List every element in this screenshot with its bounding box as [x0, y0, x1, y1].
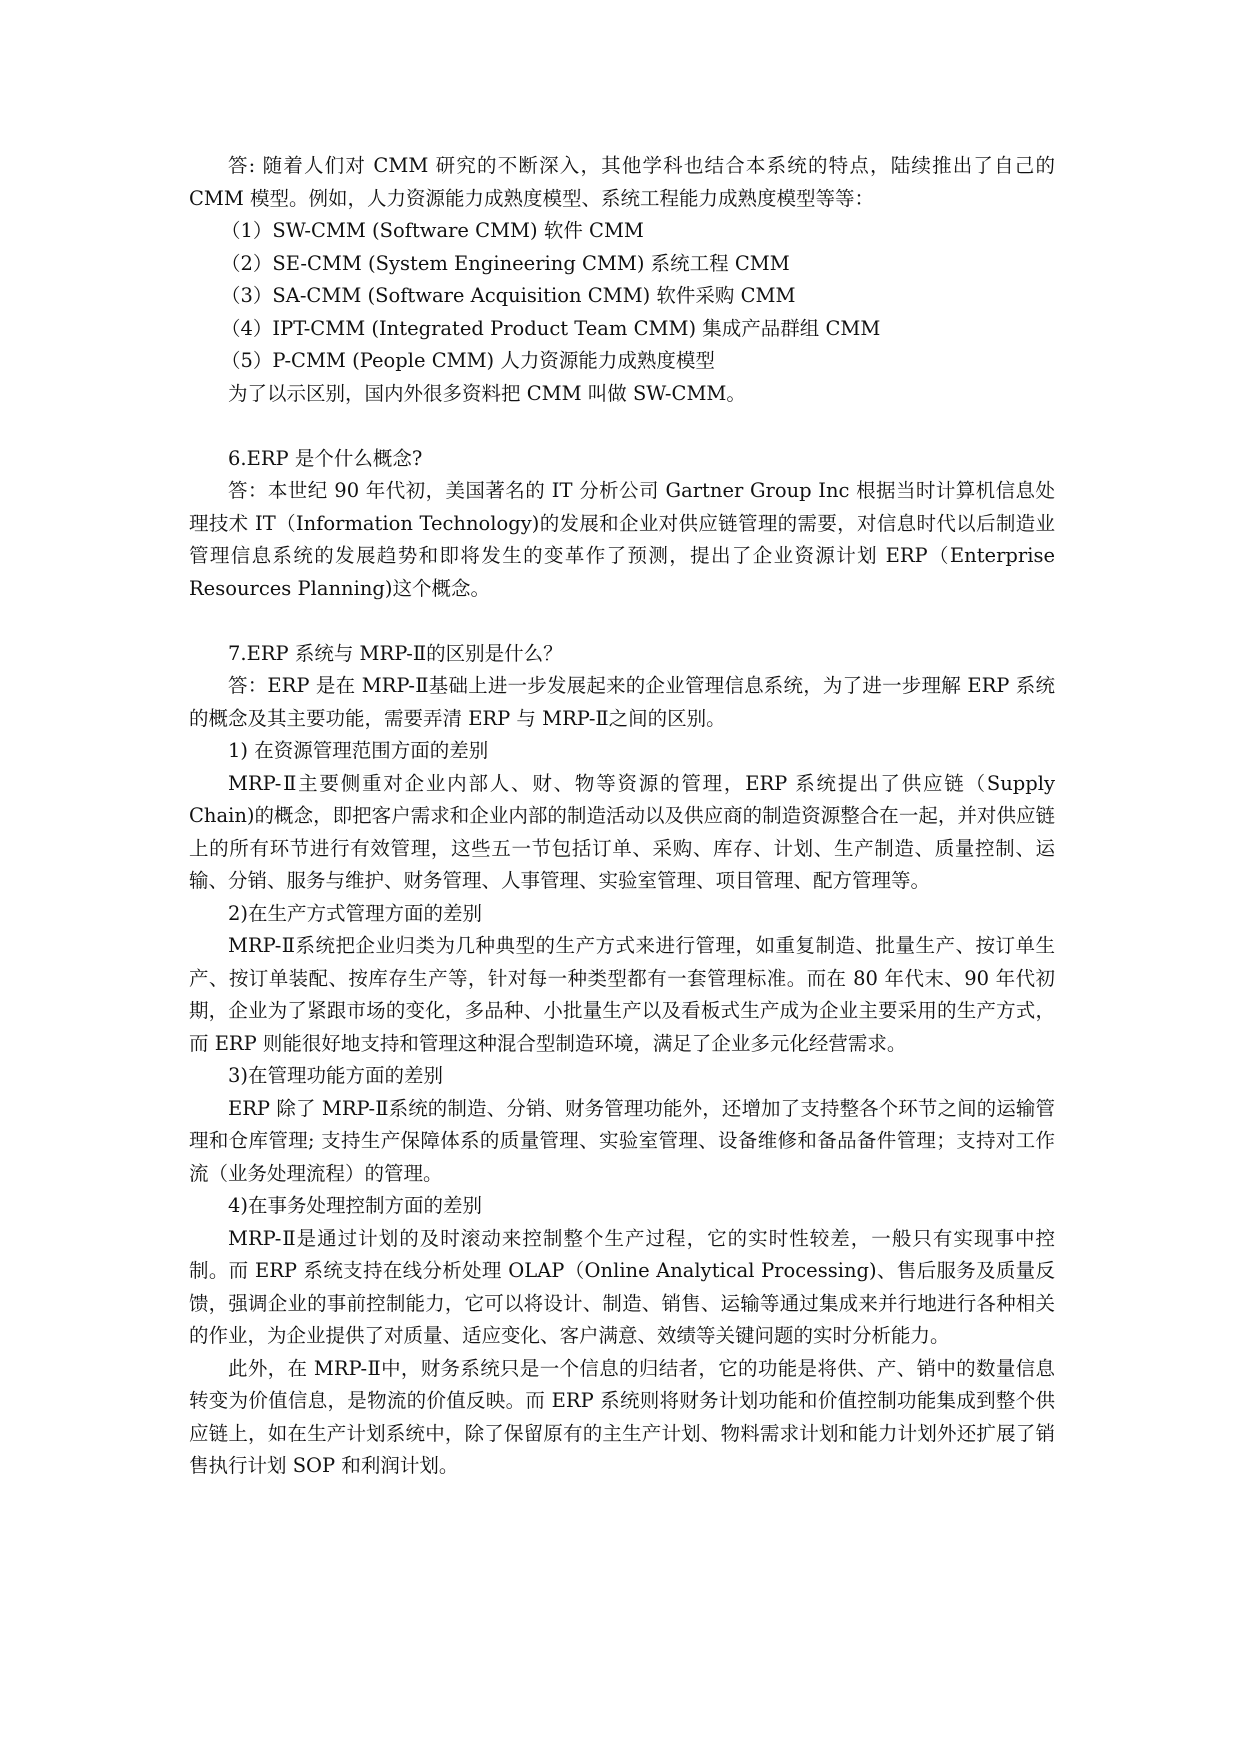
paragraph-3: ERP 除了 MRP-Ⅱ系统的制造、分销、财务管理功能外，还增加了支持整各个环节之间的运输管理和仓库管理; 支持生产保障体系的质量管理、实验室管理、设备维修和备品备件管理；支持对工作流（业务处理流程）的管理。	[189, 1096, 1055, 1185]
subheading-3: 3)在管理功能方面的差别	[228, 1064, 444, 1087]
answer-7-intro: 答：ERP 是在 MRP-Ⅱ基础上进一步发展起来的企业管理信息系统，为了进一步理解 ERP 系统的概念及其主要功能，需要弄清 ERP 与 MRP-Ⅱ之间的区别。	[189, 674, 1055, 730]
subheading-4: 4)在事务处理控制方面的差别	[228, 1194, 483, 1217]
cmm-note: 为了以示区别，国内外很多资料把 CMM 叫做 SW-CMM。	[228, 381, 746, 405]
paragraph-4: MRP-Ⅱ是通过计划的及时滚动来控制整个生产过程，它的实时性较差，一般只有实现事中控制。而 ERP 系统支持在线分析处理 OLAP（Online Analytical Processing)、售后服务及质量反馈，强调企业的事前控制能力，它可以将设计、制造、销售、运输等通过集成来并行地进行各种相关的作业，为企业提供了对质量、适应变化、客户满意、效绩等关键问题的实时分析能力。	[189, 1226, 1055, 1347]
answer-6: 答：本世纪 90 年代初，美国著名的 IT 分析公司 Gartner Group Inc 根据当时计算机信息处理技术 IT（Information Technology)的发展和企业对供应链管理的需要，对信息时代以后制造业管理信息系统的发展趋势和即将发生的变革作了预测，提出了企业资源计划 ERP（Enterprise Resources Planning)这个概念。	[189, 479, 1055, 600]
cmm-list-item-1: （1）SW-CMM (Software CMM) 软件 CMM	[221, 219, 644, 242]
cmm-list-item-5: （5）P-CMM (People CMM) 人力资源能力成熟度模型	[221, 349, 715, 372]
question-6: 6.ERP 是个什么概念?	[228, 446, 423, 470]
cmm-answer-intro: 答: 随着人们对 CMM 研究的不断深入，其他学科也结合本系统的特点，陆续推出了自己的 CMM 模型。例如，人力资源能力成熟度模型、系统工程能力成熟度模型等等：	[189, 154, 1055, 210]
cmm-list-item-3: （3）SA-CMM (Software Acquisition CMM) 软件采购 CMM	[221, 284, 796, 307]
question-7: 7.ERP 系统与 MRP-Ⅱ的区别是什么？	[228, 641, 563, 665]
paragraph-5: 此外，在 MRP-Ⅱ中，财务系统只是一个信息的归结者，它的功能是将供、产、销中的数量信息转变为价值信息，是物流的价值反映。而 ERP 系统则将财务计划功能和价值控制功能集成到整个供应链上，如在生产计划系统中，除了保留原有的主生产计划、物料需求计划和能力计划外还扩展了销售执行计划 SOP 和利润计划。	[189, 1356, 1055, 1477]
paragraph-2: MRP-Ⅱ系统把企业归类为几种典型的生产方式来进行管理，如重复制造、批量生产、按订单生产、按订单装配、按库存生产等，针对每一种类型都有一套管理标准。而在 80 年代末、90 年代初期，企业为了紧跟市场的变化，多品种、小批量生产以及看板式生产成为企业主要采用的生产方式，而 ERP 则能很好地支持和管理这种混合型制造环境，满足了企业多元化经营需求。	[189, 934, 1055, 1055]
paragraph-1: MRP-Ⅱ主要侧重对企业内部人、财、物等资源的管理，ERP 系统提出了供应链（Supply Chain)的概念，即把客户需求和企业内部的制造活动以及供应商的制造资源整合在一起，并对供应链上的所有环节进行有效管理，这些五一节包括订单、采购、库存、计划、生产制造、质量控制、运输、分销、服务与维护、财务管理、人事管理、实验室管理、项目管理、配方管理等。	[189, 771, 1055, 892]
spacer	[189, 605, 1055, 638]
subheading-2: 2)在生产方式管理方面的差别	[228, 901, 483, 925]
document-page	[189, 150, 1055, 1483]
cmm-list-item-4: （4）IPT-CMM (Integrated Product Team CMM) 集成产品群组 CMM	[221, 316, 881, 340]
subheading-1: 1) 在资源管理范围方面的差别	[228, 739, 489, 762]
cmm-list-item-2: （2）SE-CMM (System Engineering CMM) 系统工程 CMM	[221, 251, 790, 275]
spacer	[189, 410, 1055, 443]
